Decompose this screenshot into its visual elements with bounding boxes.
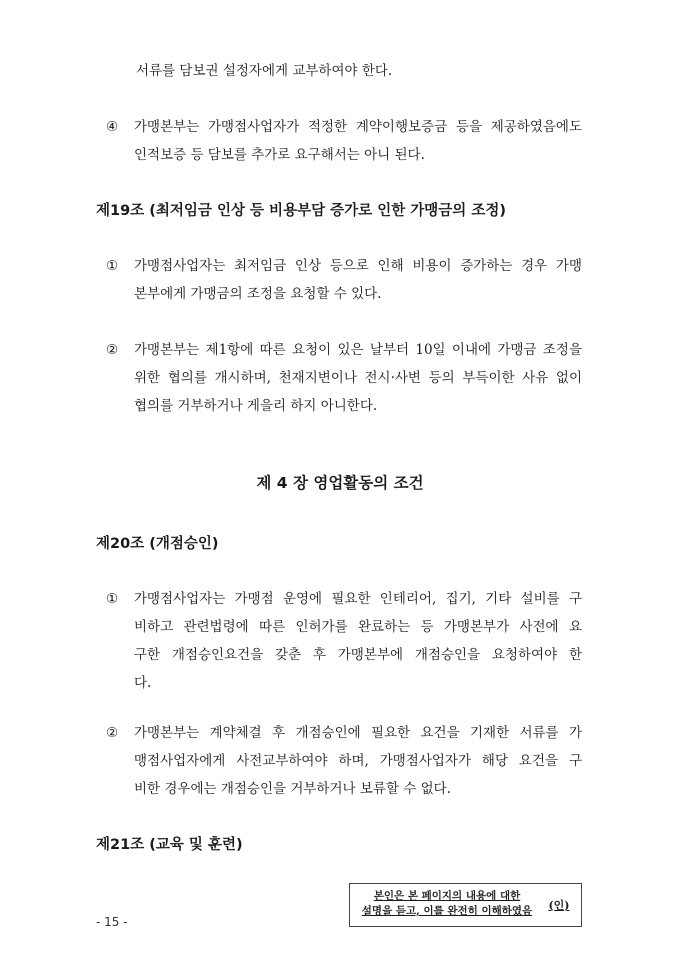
confirmation-line: 설명을 듣고, 이를 완전히 이해하였음 (361, 905, 533, 917)
body-text-line: 구한 개점승인요건을 갖춘 후 가맹본부에 개점승인을 요청하여야 한 (134, 647, 582, 663)
body-text-line: 가맹점사업자는 최저임금 인상 등으로 인해 비용이 증가하는 경우 가맹 (134, 258, 582, 274)
body-text-line: 다. (134, 675, 152, 691)
body-text-line: 서류를 담보권 설정자에게 교부하여야 한다. (136, 63, 393, 79)
body-text-line: 가맹본부는 가맹점사업자가 적정한 계약이행보증금 등을 제공하였음에도 (134, 119, 582, 135)
confirmation-box (349, 883, 582, 927)
body-text-line: 가맹본부는 제1항에 따른 요청이 있은 날부터 10일 이내에 가맹금 조정을 (134, 342, 582, 358)
body-text-line: 인적보증 등 담보를 추가로 요구해서는 아니 된다. (134, 147, 425, 163)
item-number: ② (106, 725, 119, 741)
confirmation-text (356, 889, 538, 919)
item-number: ② (106, 342, 119, 358)
body-text-line: 가맹점사업자는 가맹점 운영에 필요한 인테리어, 집기, 기타 설비를 구 (134, 591, 582, 607)
item-number: ① (106, 591, 119, 607)
body-text-line: 맹점사업자에게 사전교부하여야 하며, 가맹점사업자가 해당 요건을 구 (134, 753, 582, 769)
confirmation-line: 본인은 본 페이지의 내용에 대한 (373, 890, 521, 902)
article-heading: 제21조 (교육 및 훈련) (96, 837, 243, 853)
body-text-line: 비하고 관련법령에 따른 인허가를 완료하는 등 가맹본부가 사전에 요 (134, 619, 582, 635)
signature-seal-field[interactable]: (인) (548, 899, 570, 912)
item-number: ① (106, 258, 119, 274)
body-text-line: 가맹본부는 계약체결 후 개점승인에 필요한 요건을 기재한 서류를 가 (134, 725, 582, 741)
body-text-line: 위한 협의를 개시하며, 천재지변이나 전시·사변 등의 부득이한 사유 없이 (134, 370, 582, 386)
item-number: ④ (106, 119, 119, 135)
article-heading: 제19조 (최저임금 인상 등 비용부담 증가로 인한 가맹금의 조정) (96, 203, 506, 219)
body-text-line: 비한 경우에는 개점승인을 거부하거나 보류할 수 없다. (134, 781, 451, 797)
article-heading: 제20조 (개점승인) (96, 536, 219, 552)
body-text-line: 본부에게 가맹금의 조정을 요청할 수 있다. (134, 286, 382, 302)
page-number: - 15 - (96, 915, 128, 929)
body-text-line: 협의를 거부하거나 게을리 하지 아니한다. (134, 398, 378, 414)
chapter-title: 제 4 장 영업활동의 조건 (256, 474, 424, 492)
